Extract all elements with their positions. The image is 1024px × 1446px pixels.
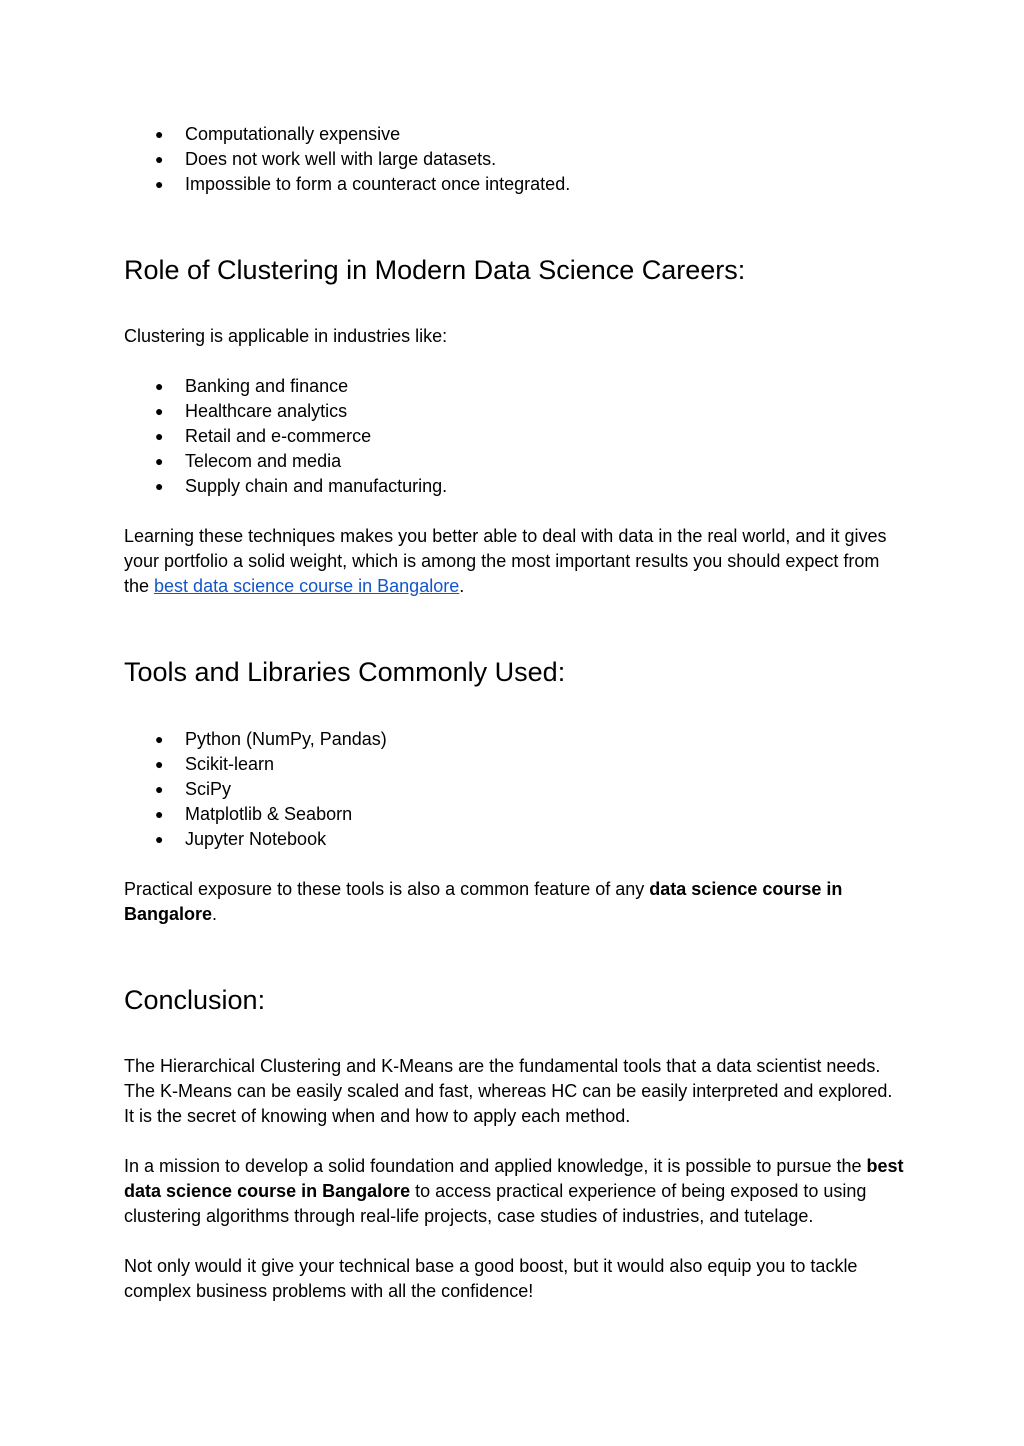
list-item: ● Banking and finance bbox=[124, 374, 447, 399]
heading-role-of-clustering: Role of Clustering in Modern Data Science Careers: bbox=[124, 255, 746, 285]
bullet-icon: ● bbox=[155, 126, 164, 142]
list-item: ● Computationally expensive bbox=[124, 122, 570, 147]
list-item: ● Telecom and media bbox=[124, 449, 447, 474]
list-item: ● Jupyter Notebook bbox=[124, 827, 387, 852]
bullet-icon: ● bbox=[155, 403, 164, 419]
bullet-icon: ● bbox=[155, 731, 164, 747]
list-item: ● Does not work well with large datasets. bbox=[124, 147, 570, 172]
industries-list bbox=[124, 374, 447, 499]
list-item: ● SciPy bbox=[124, 777, 387, 802]
conclusion-paragraph-2: In a mission to develop a solid foundation and applied knowledge, it is possible to pursue the best data science course in Bangalore to access practical experience of being exposed to using clustering algorithms through real-life projects, case studies of industries, and tutelage. bbox=[124, 1156, 904, 1226]
conclusion-paragraph-1: The Hierarchical Clustering and K-Means are the fundamental tools that a data scientist needs. The K-Means can be easily scaled and fast, whereas HC can be easily interpreted and explored. It is the secret of knowing when and how to apply each method. bbox=[124, 1056, 893, 1126]
list-item: ● Python (NumPy, Pandas) bbox=[124, 727, 387, 752]
bullet-icon: ● bbox=[155, 806, 164, 822]
bullet-icon: ● bbox=[155, 781, 164, 797]
bullet-icon: ● bbox=[155, 453, 164, 469]
list-item: ● Matplotlib & Seaborn bbox=[124, 802, 387, 827]
heading-tools-libraries: Tools and Libraries Commonly Used: bbox=[124, 657, 566, 687]
tools-paragraph: Practical exposure to these tools is also a common feature of any data science course in Bangalore. bbox=[124, 879, 843, 924]
bullet-icon: ● bbox=[155, 756, 164, 772]
heading-conclusion: Conclusion: bbox=[124, 985, 266, 1015]
bullet-icon: ● bbox=[155, 151, 164, 167]
bullet-icon: ● bbox=[155, 176, 164, 192]
bullet-icon: ● bbox=[155, 428, 164, 444]
list-item: ● Retail and e-commerce bbox=[124, 424, 447, 449]
list-item: ● Scikit-learn bbox=[124, 752, 387, 777]
list-item: ● Impossible to form a counteract once integrated. bbox=[124, 172, 570, 197]
conclusion-paragraph-3: Not only would it give your technical base a good boost, but it would also equip you to tackle complex business problems with all the confidence! bbox=[124, 1256, 858, 1301]
bullet-icon: ● bbox=[155, 831, 164, 847]
list-item: ● Supply chain and manufacturing. bbox=[124, 474, 447, 499]
list-item: ● Healthcare analytics bbox=[124, 399, 447, 424]
disadvantages-list bbox=[124, 122, 570, 197]
learning-paragraph: Learning these techniques makes you better able to deal with data in the real world, and it gives your portfolio a solid weight, which is among the most important results you should expect from the best data science course in Bangalore. bbox=[124, 526, 887, 596]
tools-list bbox=[124, 727, 387, 852]
industries-lead: Clustering is applicable in industries like: bbox=[124, 326, 448, 346]
bullet-icon: ● bbox=[155, 378, 164, 394]
bullet-icon: ● bbox=[155, 478, 164, 494]
course-link[interactable]: best data science course in Bangalore bbox=[154, 576, 460, 596]
